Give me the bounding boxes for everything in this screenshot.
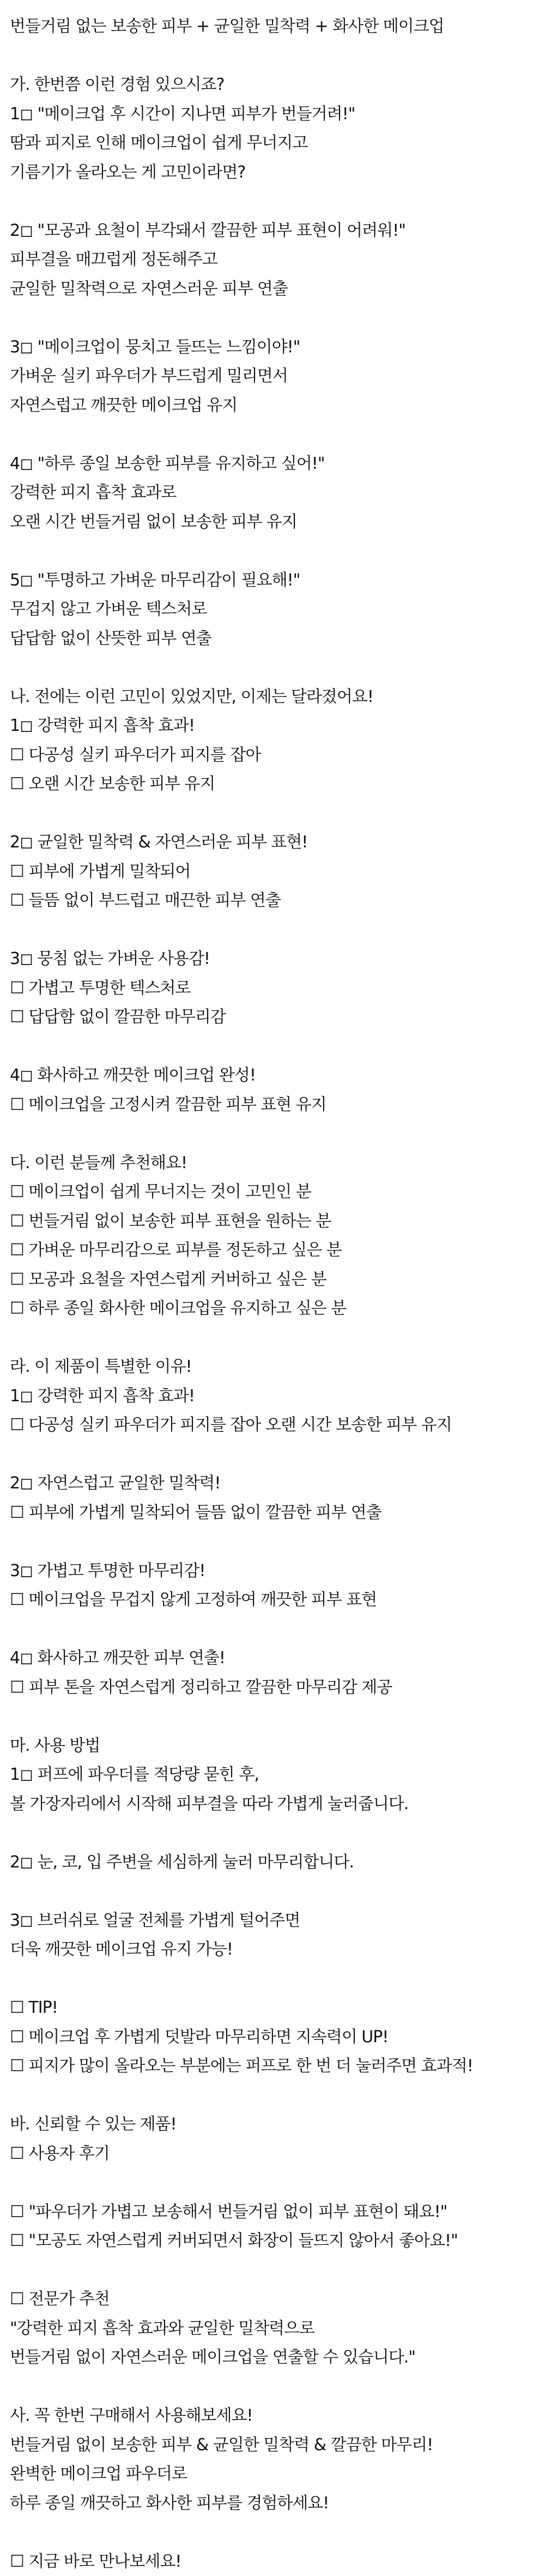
text-line: 1◻ 강력한 피지 흡착 효과! [10,1382,535,1411]
text-line: ☐ 다공성 실키 파우더가 피지를 잡아 [10,741,535,770]
blank-line [10,653,535,682]
text-line: 1◻ 강력한 피지 흡착 효과! [10,711,535,741]
blank-line [10,1964,535,1994]
text-line: ☐ 들뜸 없이 부드럽고 매끈한 피부 연출 [10,886,535,915]
text-line: 피부결을 매끄럽게 정돈해주고 [10,245,535,274]
text-line: ☐ 메이크업 후 가볍게 덧발라 마무리하면 지속력이 UP! [10,2023,535,2052]
text-line: ☐ 가벼운 마무리감으로 피부를 정돈하고 싶은 분 [10,1236,535,1265]
text-line: 완벽한 메이크업 파우더로 [10,2459,535,2489]
blank-line [10,536,535,566]
blank-line [10,1702,535,1731]
blank-line [10,1032,535,1061]
text-line: 2◻ 균일한 밀착력 & 자연스러운 피부 표현! [10,828,535,857]
text-line: 3◻ 뭉침 없는 가벼운 사용감! [10,944,535,974]
blank-line [10,2372,535,2402]
text-line: 답답함 없이 산뜻한 피부 연출 [10,624,535,654]
text-line: ☐ 사용자 후기 [10,2139,535,2169]
text-line: 하루 종일 깨끗하고 화사한 피부를 경험하세요! [10,2489,535,2518]
blank-line [10,1119,535,1149]
text-line: ☐ 번들거림 없이 보송한 피부 표현을 원하는 분 [10,1207,535,1236]
blank-line [10,1527,535,1556]
blank-line [10,2256,535,2285]
text-line: 3◻ 가볍고 투명한 마무리감! [10,1556,535,1586]
text-line: 땀과 피지로 인해 메이크업이 쉽게 무너지고 [10,129,535,158]
text-line: 3◻ "메이크업이 뭉치고 들뜨는 느낌이야!" [10,333,535,362]
text-line: 4◻ 화사하고 깨끗한 피부 연출! [10,1644,535,1673]
text-line: 가벼운 실키 파우더가 부드럽게 밀리면서 [10,362,535,391]
text-line: 기름기가 올라오는 게 고민이라면? [10,158,535,187]
text-line: 2◻ 눈, 코, 입 주변을 세심하게 눌러 마무리합니다. [10,1848,535,1877]
text-line: ☐ 메이크업이 쉽게 무너지는 것이 고민인 분 [10,1177,535,1207]
text-line: ☐ 메이크업을 무겁지 않게 고정하여 깨끗한 피부 표현 [10,1585,535,1615]
text-line: 가. 한번쯤 이런 경험 있으시죠? [10,70,535,100]
text-line: ☐ 피부에 가볍게 밀착되어 들뜸 없이 깔끔한 피부 연출 [10,1498,535,1528]
text-line: 번들거림 없이 보송한 피부 & 균일한 밀착력 & 깔끔한 마무리! [10,2431,535,2460]
text-line: ☐ TIP! [10,1993,535,2023]
blank-line [10,2081,535,2110]
text-line: 2◻ "모공과 요철이 부각돼서 깔끔한 피부 표현이 어려워!" [10,216,535,246]
blank-line [10,303,535,333]
blank-line [10,2168,535,2197]
text-line: 나. 전에는 이런 고민이 있었지만, 이제는 달라졌어요! [10,682,535,712]
text-line: ☐ 모공과 요철을 자연스럽게 커버하고 싶은 분 [10,1265,535,1295]
text-line: 오랜 시간 번들거림 없이 보송한 피부 유지 [10,508,535,537]
text-line: ☐ 답답함 없이 깔끔한 마무리감 [10,1003,535,1032]
text-line: 1◻ "메이크업 후 시간이 지나면 피부가 번들거려!" [10,100,535,129]
blank-line [10,41,535,71]
text-line: 무겁지 않고 가벼운 텍스처로 [10,595,535,624]
text-line: 번들거림 없는 보송한 피부 + 균일한 밀착력 + 화사한 메이크업 [10,12,535,41]
text-line: 2◻ 자연스럽고 균일한 밀착력! [10,1469,535,1498]
text-line: ☐ 메이크업을 고정시켜 깔끔한 피부 표현 유지 [10,1090,535,1120]
text-line: ☐ 가볍고 투명한 텍스처로 [10,974,535,1003]
text-line: ☐ 피부 톤을 자연스럽게 정리하고 깔끔한 마무리감 제공 [10,1673,535,1702]
text-line: 사. 꼭 한번 구매해서 사용해보세요! [10,2401,535,2431]
blank-line [10,1615,535,1644]
blank-line [10,1818,535,1848]
text-line: 마. 사용 방법 [10,1731,535,1761]
text-line: ☐ "모공도 자연스럽게 커버되면서 화장이 들뜨지 않아서 좋아요!" [10,2226,535,2256]
text-line: ☐ 다공성 실키 파우더가 피지를 잡아 오랜 시간 보송한 피부 유지 [10,1411,535,1440]
blank-line [10,799,535,828]
blank-line [10,1440,535,1469]
text-line: 바. 신뢰할 수 있는 제품! [10,2110,535,2139]
blank-line [10,2518,535,2547]
text-line: 더욱 깨끗한 메이크업 유지 가능! [10,1935,535,1964]
blank-line [10,915,535,945]
text-line: 강력한 피지 흡착 효과로 [10,478,535,508]
text-line: ☐ 오랜 시간 보송한 피부 유지 [10,770,535,799]
text-line: 번들거림 없이 자연스러운 메이크업을 연출할 수 있습니다." [10,2343,535,2372]
text-line: ☐ 지금 바로 만나보세요! [10,2547,535,2576]
text-line: 다. 이런 분들께 추천해요! [10,1149,535,1178]
text-line: ☐ "파우더가 가볍고 보송해서 번들거림 없이 피부 표현이 돼요!" [10,2197,535,2227]
blank-line [10,1877,535,1906]
text-line: ☐ 피지가 많이 올라오는 부분에는 퍼프로 한 번 더 눌러주면 효과적! [10,2052,535,2081]
text-line: ☐ 피부에 가볍게 밀착되어 [10,857,535,887]
blank-line [10,1323,535,1353]
text-line: ☐ 하루 종일 화사한 메이크업을 유지하고 싶은 분 [10,1294,535,1323]
text-line: 4◻ "하루 종일 보송한 피부를 유지하고 싶어!" [10,449,535,479]
text-line: 균일한 밀착력으로 자연스러운 피부 연출 [10,274,535,304]
text-line: 4◻ 화사하고 깨끗한 메이크업 완성! [10,1061,535,1090]
text-line: 자연스럽고 깨끗한 메이크업 유지 [10,391,535,420]
text-line: 볼 가장자리에서 시작해 피부결을 따라 가볍게 눌러줍니다. [10,1790,535,1819]
text-line: 1◻ 퍼프에 파우더를 적당량 묻힌 후, [10,1760,535,1790]
text-line: 5◻ "투명하고 가벼운 마무리감이 필요해!" [10,566,535,595]
text-line: 3◻ 브러쉬로 얼굴 전체를 가볍게 털어주면 [10,1906,535,1936]
blank-line [10,187,535,216]
blank-line [10,420,535,449]
text-line: ☐ 전문가 추천 [10,2285,535,2314]
text-line: 라. 이 제품이 특별한 이유! [10,1352,535,1382]
text-line: "강력한 피지 흡착 효과와 균일한 밀착력으로 [10,2314,535,2343]
